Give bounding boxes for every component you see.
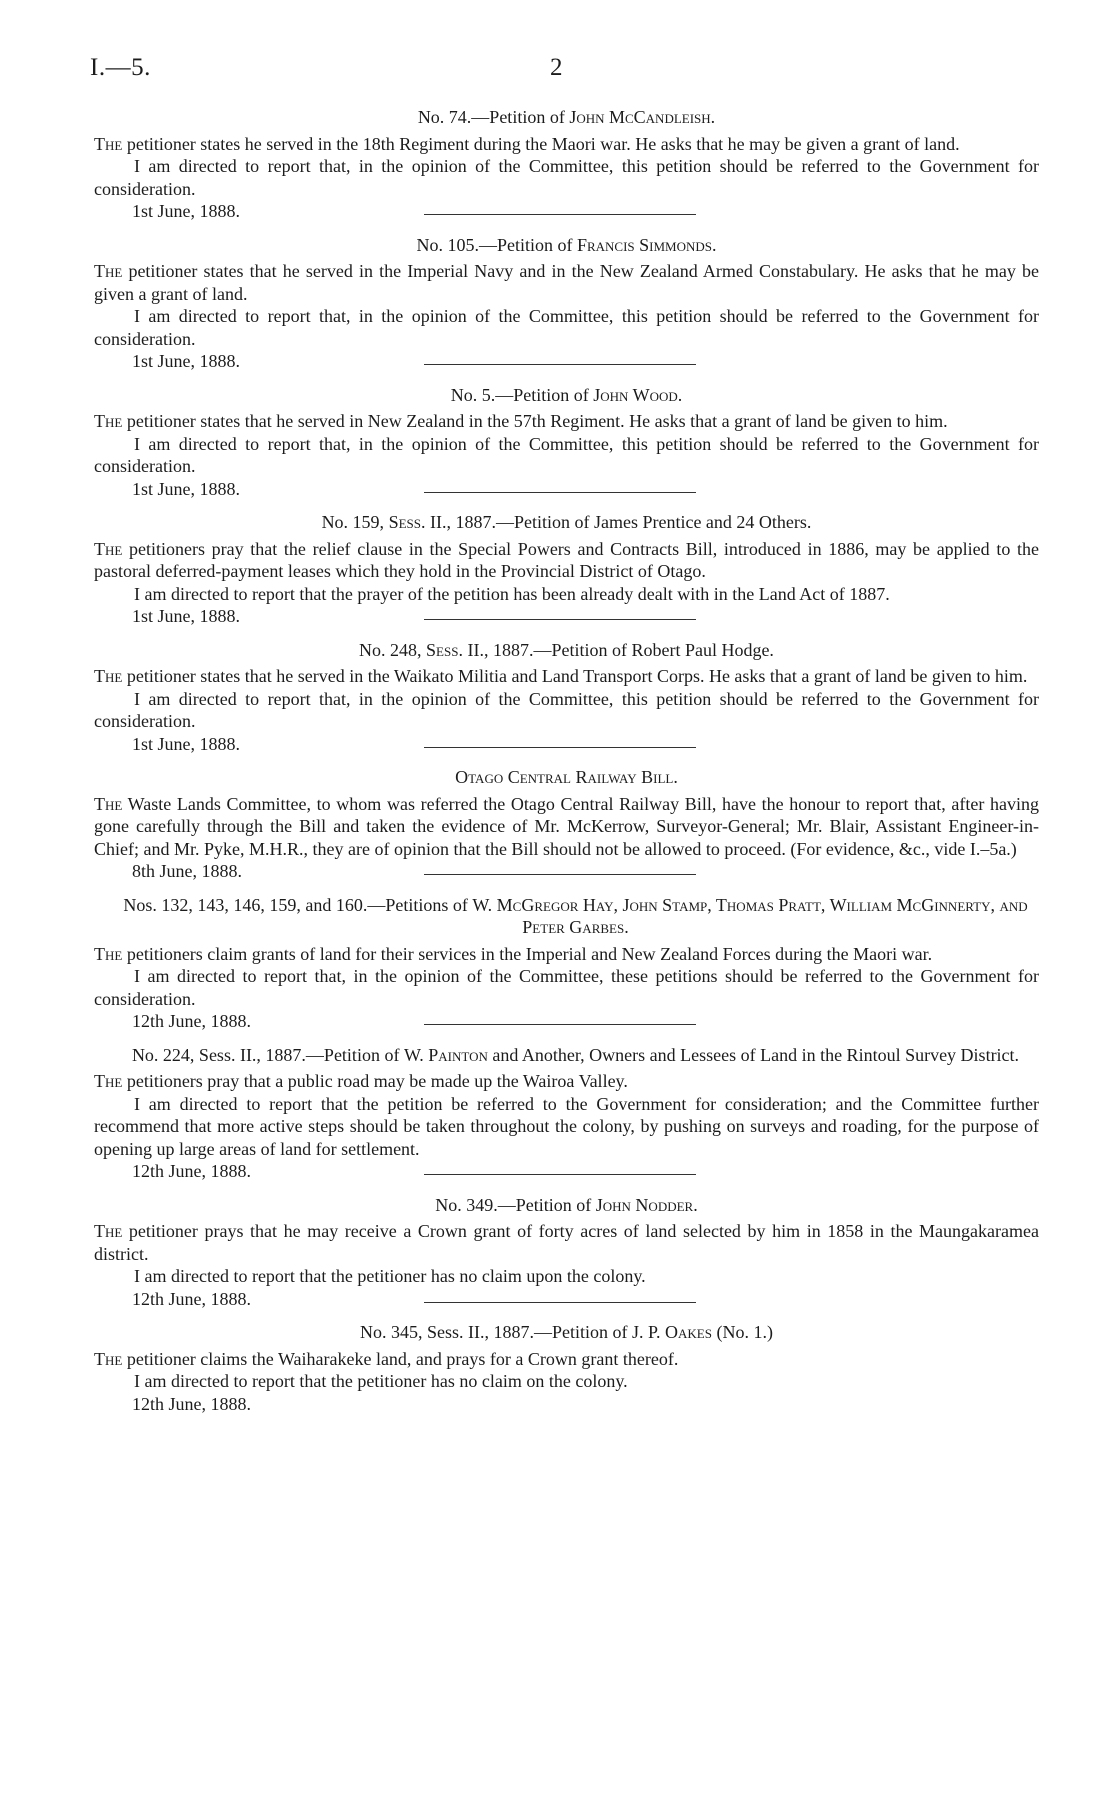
separator-rule — [424, 619, 696, 620]
petition-text: The petitioner claims the Waiharakeke land, and prays for a Crown grant thereof. — [94, 1348, 679, 1369]
petition-list — [94, 106, 1039, 1426]
committee-report: I am directed to report that, in the opinion of the Committee, this petition should be referred to the Government for consideration. — [94, 688, 1039, 731]
report-date: 12th June, 1888. — [94, 1160, 1039, 1183]
report-date: 8th June, 1888. — [94, 860, 1039, 883]
petition-text: The petitioner prays that he may receive a Crown grant of forty acres of land selected by him in 1858 in the Maungakaramea district. — [94, 1221, 1039, 1264]
section-heading: Otago Central Railway Bill. — [455, 767, 678, 787]
report-date: 1st June, 1888. — [94, 350, 1039, 373]
separator-rule — [424, 214, 696, 215]
petition-section — [94, 1194, 1039, 1311]
petition-text: The petitioner states that he served in the Waikato Militia and Land Transport Corps. He asks that a grant of land be given to him. — [94, 666, 1028, 686]
committee-report: I am directed to report that the prayer of the petition has been already dealt with in the Land Act of 1887. — [134, 583, 890, 604]
separator-rule — [424, 1024, 696, 1025]
committee-report: I am directed to report that, in the opinion of the Committee, this petition should be referred to the Government for consideration. — [94, 156, 1039, 199]
petition-section — [94, 639, 1039, 756]
report-date: 1st June, 1888. — [94, 200, 1039, 223]
report-date: 1st June, 1888. — [94, 478, 1039, 501]
report-date: 12th June, 1888. — [132, 1393, 251, 1414]
committee-report: I am directed to report that, in the opinion of the Committee, these petitions should be referred to the Government for consideration. — [94, 966, 1039, 1009]
petition-section — [94, 1044, 1039, 1183]
petition-section — [94, 1321, 1039, 1415]
committee-report: I am directed to report that, in the opinion of the Committee, this petition should be referred to the Government for consideration. — [94, 306, 1039, 349]
committee-report: I am directed to report that, in the opinion of the Committee, this petition should be referred to the Government for consideration. — [94, 433, 1039, 476]
document-code: I.—5. — [90, 54, 151, 81]
petition-section — [94, 234, 1039, 373]
report-date: 1st June, 1888. — [94, 605, 1039, 628]
committee-report: The Waste Lands Committee, to whom was referred the Otago Central Railway Bill, have the honour to report that, after having gone carefully through the Bill and taken the evidence of Mr. McKerrow, Surveyor-General; Mr. Blair, Assistant Engineer-in-Chief; and Mr. Pyke, M.H.R., they are of opinion that the Bill should not be allowed to proceed. (For evidence, &c., vide I.–5a.) — [94, 793, 1039, 859]
bill-section — [94, 766, 1039, 883]
report-date: 12th June, 1888. — [94, 1288, 1039, 1311]
petition-section — [94, 894, 1039, 1033]
section-heading: No. 349.—Petition of John Nodder. — [435, 1194, 698, 1215]
section-heading: No. 345, Sess. II., 1887.—Petition of J. P. Oakes (No. 1.) — [360, 1322, 773, 1342]
petition-text: The petitioners claim grants of land for their services in the Imperial and New Zealand Forces during the Maori war. — [94, 943, 933, 964]
petition-text: The petitioners pray that a public road may be made up the Wairoa Valley. — [94, 1071, 628, 1091]
section-heading: No. 159, Sess. II., 1887.—Petition of James Prentice and 24 Others. — [321, 512, 812, 532]
petition-text: The petitioners pray that the relief clause in the Special Powers and Contracts Bill, introduced in 1886, may be applied to the pastoral deferred-payment leases which they hold in the Provincial District of Otago. — [94, 538, 1039, 581]
section-heading: No. 105.—Petition of Francis Simmonds. — [416, 234, 717, 255]
separator-rule — [424, 364, 696, 365]
section-heading: No. 224, Sess. II., 1887.—Petition of W. Painton and Another, Owners and Lessees of Land in the Rintoul Survey District. — [131, 1044, 1020, 1065]
petition-text: The petitioner states that he served in the Imperial Navy and in the New Zealand Armed Constabulary. He asks that he may be given a grant of land. — [94, 261, 1039, 304]
separator-rule — [424, 1174, 696, 1175]
committee-report: I am directed to report that the petitioner has no claim upon the colony. — [134, 1266, 646, 1286]
report-date: 1st June, 1888. — [94, 733, 1039, 756]
petition-text: The petitioner states that he served in New Zealand in the 57th Regiment. He asks that a grant of land be given to him. — [94, 411, 948, 431]
separator-rule — [424, 747, 696, 748]
separator-rule — [424, 1302, 696, 1303]
separator-rule — [424, 874, 696, 875]
committee-report: I am directed to report that the petitioner has no claim on the colony. — [134, 1371, 628, 1391]
committee-report: I am directed to report that the petition be referred to the Government for consideration; and the Committee further recommend that more active steps should be taken throughout the colony, by pushing on surveys and roading, for the purpose of opening up large areas of land for settlement. — [94, 1093, 1039, 1159]
section-heading: No. 248, Sess. II., 1887.—Petition of Robert Paul Hodge. — [359, 639, 774, 660]
petition-section — [94, 511, 1039, 628]
page-number: 2 — [550, 54, 563, 81]
report-date: 12th June, 1888. — [94, 1010, 1039, 1033]
section-heading: No. 5.—Petition of John Wood. — [450, 384, 683, 405]
petition-text: The petitioner states he served in the 18th Regiment during the Maori war. He asks that he may be given a grant of land. — [94, 133, 960, 154]
petition-section — [94, 106, 1039, 223]
section-heading: No. 74.—Petition of John McCandleish. — [417, 107, 716, 127]
section-heading: Nos. 132, 143, 146, 159, and 160.—Petitions of W. McGregor Hay, John Stamp, Thomas Pratt, William McGinnerty, and Peter Garbes. — [123, 894, 1028, 937]
separator-rule — [424, 492, 696, 493]
petition-section — [94, 384, 1039, 501]
